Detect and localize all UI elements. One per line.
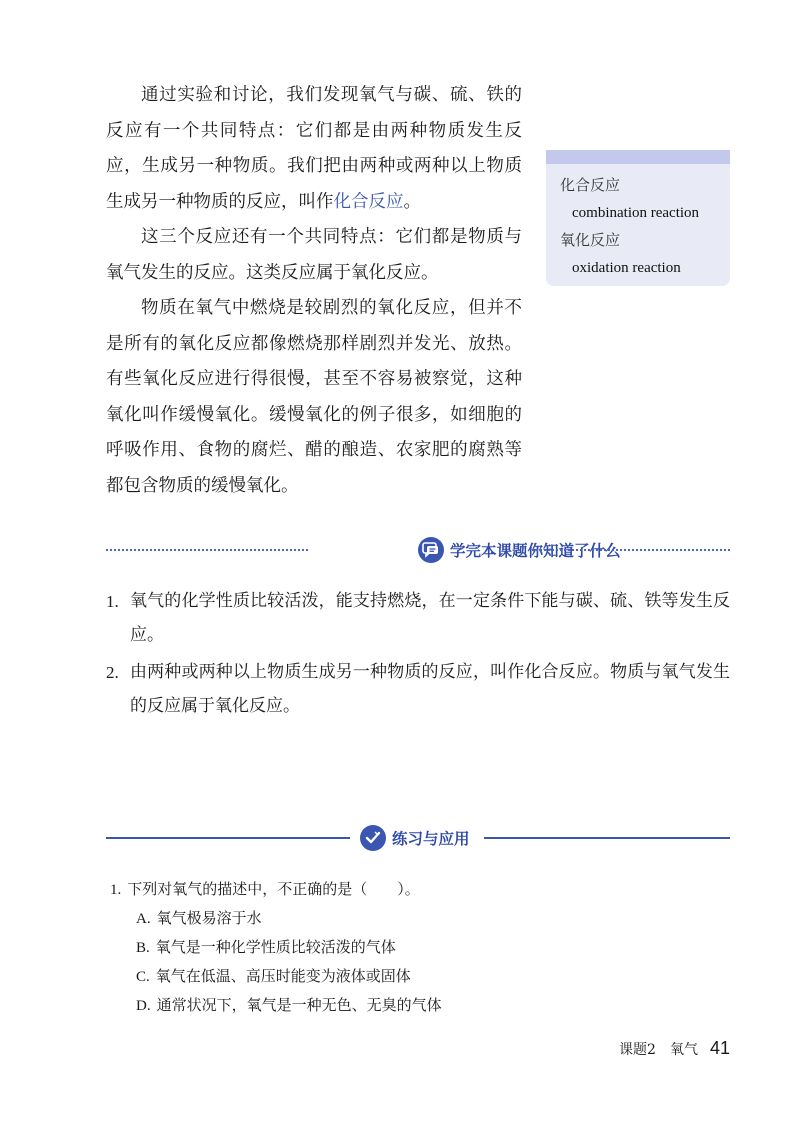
question-1: [110, 875, 710, 1020]
question-1-stem: [110, 875, 710, 904]
summary-divider-right: [532, 549, 730, 551]
page-footer: [619, 1038, 730, 1059]
question-1-number: 1.: [110, 882, 122, 898]
summary-item-2-text: 由两种或两种以上物质生成另一种物质的反应，叫作化合反应。物质与氧气发生的反应属于氧化反应。: [130, 662, 730, 716]
glossary-term-2-en: oxidation reaction: [572, 259, 681, 276]
paragraph-1-text: 通过实验和讨论，我们发现氧气与碳、硫、铁的反应有一个共同特点：它们都是由两种物质发生反应，生成另一种物质。我们把由两种或两种以上物质生成另一种物质的反应，叫作: [106, 85, 522, 212]
page-number: 41: [709, 1038, 730, 1058]
summary-item-2: [106, 656, 730, 723]
main-text: [106, 78, 522, 504]
paragraph-1: [106, 78, 522, 220]
option-d-letter: D.: [136, 998, 151, 1014]
sidebar-content: [546, 164, 730, 282]
question-1-text: 下列对氧气的描述中，不正确的是（ ）。: [127, 880, 420, 898]
summary-item-1-text: 氧气的化学性质比较活泼，能支持燃烧，在一定条件下能与碳、硫、铁等发生反应。: [130, 591, 730, 645]
option-d-text: 通常状况下，氧气是一种无色、无臭的气体: [156, 996, 442, 1014]
summary-title: 学完本课题你知道了什么: [450, 542, 621, 560]
summary-header: [106, 532, 730, 568]
footer-section: 课题2 氧气: [619, 1042, 698, 1058]
glossary-term-1-en: combination reaction: [572, 204, 700, 221]
exercise-divider-right: [484, 837, 730, 839]
summary-item-1: [106, 585, 730, 652]
chat-bubble-icon: [418, 537, 444, 563]
pen-check-icon: [360, 825, 386, 851]
option-b-text: 氧气是一种化学性质比较活泼的气体: [155, 938, 396, 956]
glossary-term-1-zh: 化合反应: [560, 176, 621, 194]
paragraph-2: 这三个反应还有一个共同特点：它们都是物质与氧气发生的反应。这类反应属于氧化反应。: [106, 227, 522, 283]
option-b-letter: B.: [136, 940, 150, 956]
exercise-header: [106, 820, 730, 856]
option-a-letter: A.: [136, 911, 151, 927]
option-a-text: 氧气极易溶于水: [156, 909, 262, 927]
sidebar-topbar: [546, 150, 730, 164]
option-c-letter: C.: [136, 969, 150, 985]
option-d: [110, 991, 710, 1020]
option-c: [110, 962, 710, 991]
paragraph-3: 物质在氧气中燃烧是较剧烈的氧化反应，但并不是所有的氧化反应都像燃烧那样剧烈并发光、放热。有些氧化反应进行得很慢，甚至不容易被察觉，这种氧化叫作缓慢氧化。缓慢氧化的例子很多，如细胞的呼吸作用、食物的腐烂、醋的酿造、农家肥的腐熟等都包含物质的缓慢氧化。: [106, 298, 522, 496]
paragraph-1-end: 。: [403, 191, 421, 212]
summary-item-2-number: 2.: [106, 663, 119, 682]
glossary-sidebar: [546, 150, 730, 286]
exercise-divider-left: [106, 837, 350, 839]
option-b: [110, 933, 710, 962]
option-c-text: 氧气在低温、高压时能变为液体或固体: [155, 967, 411, 985]
exercise-title: 练习与应用: [392, 830, 470, 848]
summary-item-1-number: 1.: [106, 592, 119, 611]
exercise-title-group: [360, 820, 470, 856]
summary-divider-left: [106, 549, 308, 551]
term-combination-reaction: 化合反应: [333, 191, 404, 212]
option-a: [110, 904, 710, 933]
glossary-term-2-zh: 氧化反应: [560, 231, 621, 249]
summary-list: [106, 585, 730, 727]
